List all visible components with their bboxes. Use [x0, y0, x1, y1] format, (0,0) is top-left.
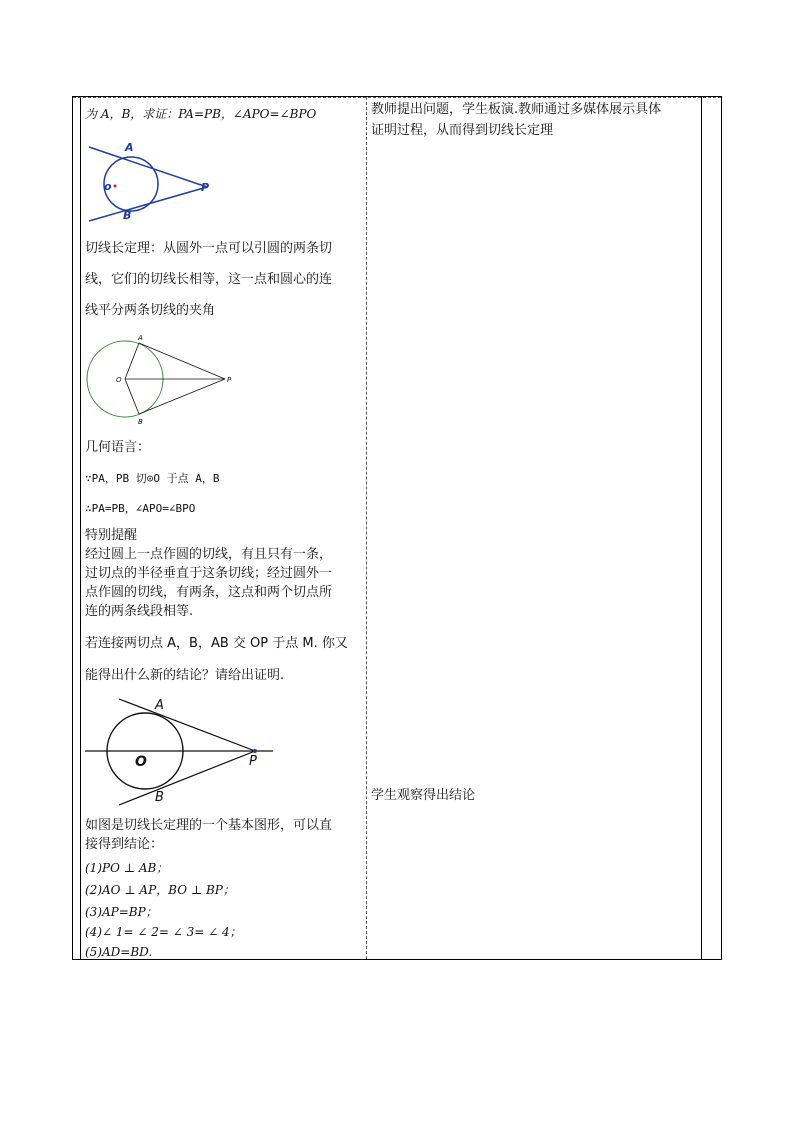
question-line-2: 能得出什么新的结论？请给出证明. [85, 668, 285, 683]
student-note: 学生观察得出结论 [371, 788, 476, 803]
fig1-label-a: A [125, 141, 134, 154]
theorem-line-3: 线平分两条切线的夹角 [85, 303, 216, 318]
fig2-label-b: B [138, 418, 143, 426]
table-border-inner-left [80, 97, 81, 959]
theorem-line-1: 切线长定理：从圆外一点可以引圆的两条切 [85, 241, 333, 256]
fig2-label-a: A [138, 334, 143, 342]
lesson-table [72, 96, 722, 960]
fig3-label-b: B [155, 790, 164, 805]
geometry-given: ∵PA，PB 切⊙O 于点 A，B [85, 472, 220, 485]
conclusion-4: (4)∠ 1= ∠ 2= ∠ 3= ∠ 4； [85, 925, 242, 939]
teacher-note-line-1: 教师提出问题，学生板演.教师通过多媒体展示具体 [371, 102, 662, 117]
fig3-label-p: P [249, 754, 257, 769]
fig3-label-a: A [155, 698, 164, 713]
fig2-label-p: P [227, 376, 232, 384]
reminder-line-4: 连的两条线段相等. [85, 604, 194, 619]
basic-figure-line-1: 如图是切线长定理的一个基本图形，可以直 [85, 818, 333, 833]
conclusion-5: (5)AD=BD. [85, 945, 153, 959]
reminder-line-2: 过切点的半径垂直于这条切线；经过圆外一 [85, 566, 333, 581]
geometry-conclusion: ∴PA=PB，∠APO=∠BPO [85, 502, 196, 515]
table-border-inner-right [701, 97, 702, 959]
reminder-title: 特别提醒 [85, 528, 138, 543]
reminder-line-3: 点作圆的切线，有两条，这点和两个切点所 [85, 585, 333, 600]
fig2-label-o: O [116, 376, 122, 384]
basic-figure-line-2: 接得到结论： [85, 837, 164, 852]
geometry-language-title: 几何语言： [85, 440, 151, 455]
fig1-label-b: B [123, 209, 132, 222]
figure-tangent-3 [85, 695, 275, 807]
column-divider [366, 97, 367, 959]
teacher-note-line-2: 证明过程，从而得到切线长定理 [371, 123, 554, 138]
fig3-label-o: O [135, 754, 147, 770]
row-top-border [73, 97, 721, 98]
fig1-label-p: P [201, 181, 210, 194]
proof-statement: 为 A，B，求证：PA=PB，∠APO=∠BPO [85, 107, 317, 121]
reminder-line-1: 经过圆上一点作圆的切线，有且只有一条， [85, 547, 333, 562]
fig1-label-o: o [104, 180, 112, 193]
question-line-1: 若连接两切点 A，B，AB 交 OP 于点 M. 你又 [85, 636, 348, 651]
figure-tangent-1 [85, 139, 215, 223]
theorem-line-2: 线，它们的切线长相等，这一点和圆心的连 [85, 272, 333, 287]
figure-tangent-2 [85, 331, 235, 427]
conclusion-2: (2)AO ⊥ AP，BO ⊥ BP； [85, 883, 235, 897]
conclusion-1: (1)PO ⊥ AB； [85, 861, 169, 875]
conclusion-3: (3)AP=BP； [85, 905, 158, 919]
